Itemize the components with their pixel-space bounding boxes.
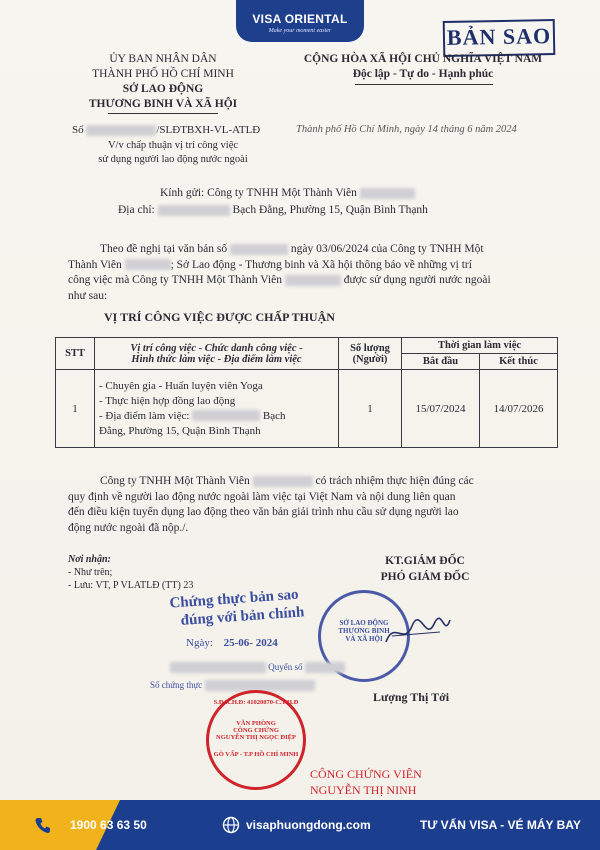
issuer-divider xyxy=(108,113,218,114)
department-seal: SỞ LAO ĐỘNG THƯƠNG BINH VÀ XÃ HỘI xyxy=(318,590,410,682)
issuer-line-3: SỞ LAO ĐỘNG xyxy=(122,83,204,95)
paragraph-2: Công ty TNHH Một Thành Viên có trách nhiệm thực hiện đúng các quy định về người lao động nước ngoài làm việc tại Việt Nam và nội dung liên quan đến điều kiện tuyển dụng lao động theo văn bản giải trình nhu cầu sử dụng người lao động nước ngoài đã nộp./. xyxy=(68,475,474,534)
footer-bar xyxy=(0,800,600,850)
header-quantity: Số lượng (Người) xyxy=(339,338,402,370)
address-line: Địa chỉ: Bạch Đằng, Phường 15, Quận Bình Thạnh xyxy=(118,204,428,216)
header-time: Thời gian làm việc xyxy=(402,338,558,354)
header-end: Kết thúc xyxy=(480,354,558,370)
job-table xyxy=(55,337,558,448)
issuer-line-2: THÀNH PHỐ HỒ CHÍ MINH xyxy=(92,68,234,80)
phone-icon xyxy=(34,816,52,834)
book-number: Quyển số xyxy=(170,662,345,673)
header-stt: STT xyxy=(56,338,95,370)
footer-slogan: TƯ VẤN VISA - VÉ MÁY BAY xyxy=(420,818,581,832)
brand-name: VISA ORIENTAL xyxy=(252,12,348,26)
footer-phone[interactable]: 1900 63 63 50 xyxy=(70,818,147,832)
copy-stamp: BẢN SAO xyxy=(443,19,556,57)
recipients-block: Nơi nhận: - Như trên; - Lưu: VT, P VLATLĐ (TT) 23 xyxy=(68,554,194,591)
section-title: VỊ TRÍ CÔNG VIỆC ĐƯỢC CHẤP THUẬN xyxy=(104,310,335,324)
notary-block: CÔNG CHỨNG VIÊN NGUYỄN THỊ NINH xyxy=(310,767,422,797)
issuer-line-1: ỦY BAN NHÂN DÂN xyxy=(109,53,217,65)
certification-stamp: Chứng thực bản sao đúng với bản chính xyxy=(168,586,305,629)
place-date: Thành phố Hồ Chí Minh, ngày 14 tháng 6 năm 2024 xyxy=(296,124,517,135)
signatory-name: Lượng Thị Tới xyxy=(373,690,450,704)
certification-date: Ngày: 25-06- 2024 xyxy=(186,637,278,649)
subject: V/v chấp thuận vị trí công việc sử dụng người lao động nước ngoài xyxy=(98,140,248,165)
header-position: Vị trí công việc - Chức danh công việc - Hình thức làm việc - Địa điểm làm việc xyxy=(95,338,339,370)
issuer-line-4: THƯƠNG BINH VÀ XÃ HỘI xyxy=(88,98,238,110)
cert-number: Số chứng thực xyxy=(150,680,315,691)
redacted-number xyxy=(86,125,156,136)
national-line-2: Độc lập - Tự do - Hạnh phúc xyxy=(352,68,494,80)
table-row: 1 - Chuyên gia - Huấn luyện viên Yoga - Thực hiện hợp đồng lao động - Địa điểm làm việc: Bạch Đằng, Phường 15, Quận Bình Thạnh 1 15/07/2024 14/07/2026 xyxy=(56,370,558,448)
footer-website[interactable]: visaphuongdong.com xyxy=(246,818,371,832)
national-header xyxy=(268,52,578,82)
recipient-line: Kính gửi: Công ty TNHH Một Thành Viên xyxy=(160,186,415,202)
signatory-titles: KT.GIÁM ĐỐC PHÓ GIÁM ĐỐC xyxy=(380,555,470,583)
signature-image xyxy=(382,612,454,652)
issuer-header xyxy=(58,52,268,112)
brand-badge xyxy=(236,0,364,42)
globe-icon xyxy=(222,816,240,834)
notary-seal: S.Đ.K.H.Đ: 41020070-C.T.H.Đ VĂN PHÒNG CÔNG CHỨNG NGUYỄN THỊ NGỌC ĐIỆP GÒ VẤP - T.P HỒ CHÍ MINH xyxy=(206,690,306,790)
reference-number: Số /SLĐTBXH-VL-ATLĐ xyxy=(72,124,261,136)
brand-tagline: Make your moment easier xyxy=(268,28,332,34)
paragraph-1: Theo đề nghị tại văn bản số ngày 03/06/2024 của Công ty TNHH Một Thành Viên ; Sở Lao động - Thương binh và Xã hội thông báo về những vị trí công việc mà Công ty TNHH Một Thành Viên được sử dụng người nước ngoài như sau: xyxy=(68,243,491,302)
national-line-1: CỘNG HÒA XÃ HỘI CHỦ NGHĨA VIỆT NAM xyxy=(303,53,543,65)
national-divider xyxy=(355,84,493,85)
header-start: Bắt đầu xyxy=(402,354,480,370)
